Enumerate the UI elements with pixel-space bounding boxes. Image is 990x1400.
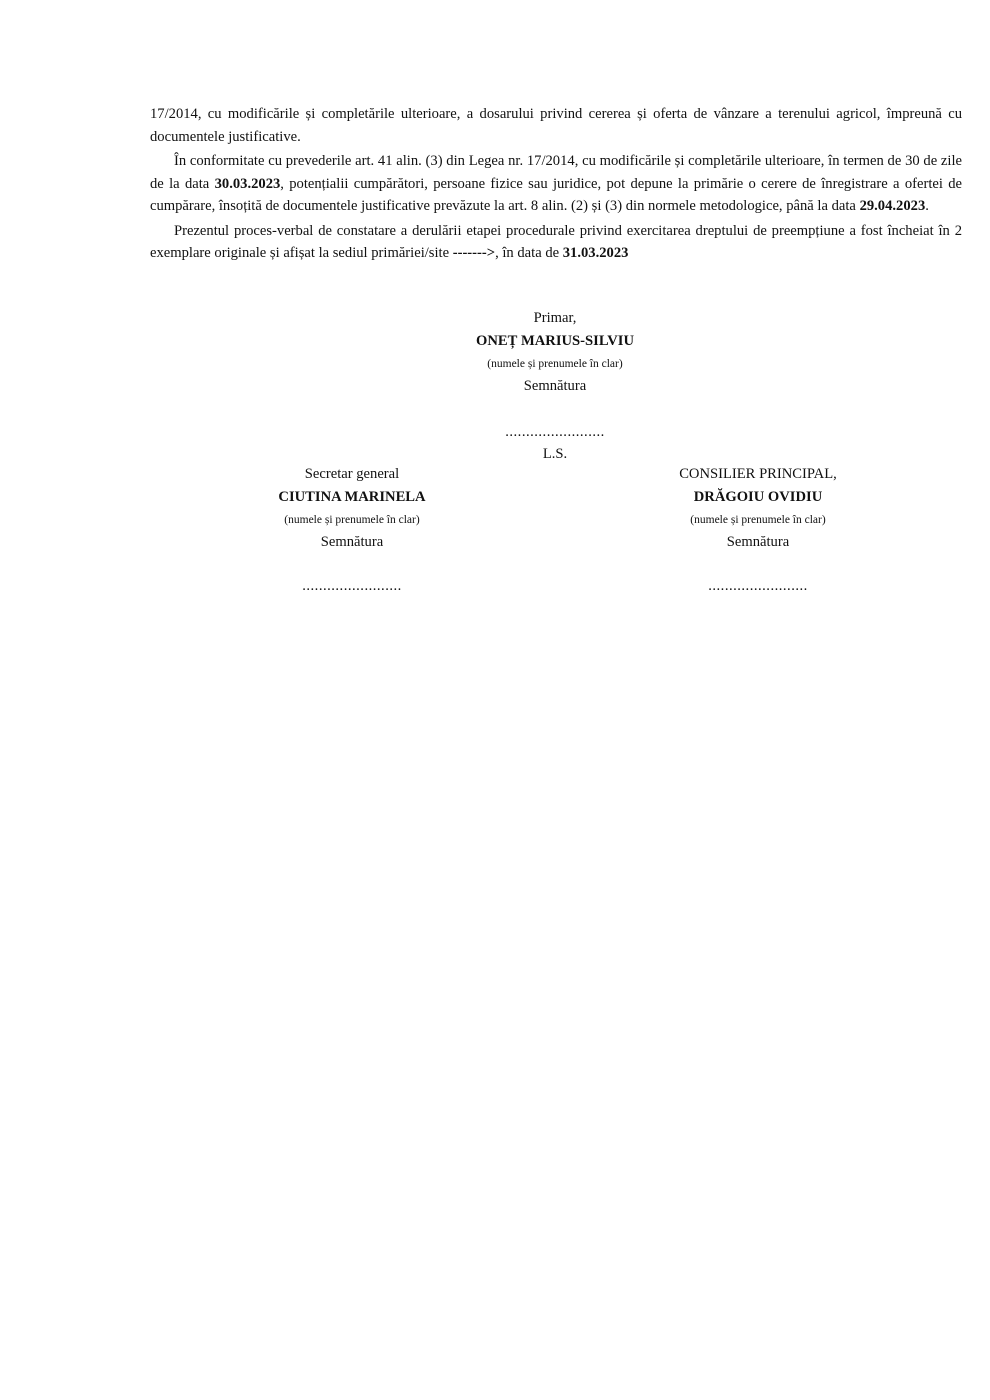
paragraph-text: Prezentul proces-verbal de constatare a derulării etapei procedurale privind exercitarea dreptului de preempțiune a fost încheiat în 2 exemplare originale și afișat la sediul primăriei/site <box>150 222 962 261</box>
paragraph-text: 17/2014, cu modificările și completările ulterioare, a dosarului privind cererea și oferta de vânzare a terenului agricol, împreună cu documentele justificative. <box>150 106 962 145</box>
date-posted: 31.03.2023 <box>562 245 629 261</box>
signature-line: ........................ <box>505 424 605 440</box>
signer-role: Secretar general <box>304 466 400 482</box>
paragraph-text: . <box>925 198 929 214</box>
paragraph-continuation <box>150 103 962 148</box>
date-start: 30.03.2023 <box>214 175 281 192</box>
signer-name-note: (numele și prenumele în clar) <box>284 514 420 526</box>
signer-name-note: (numele și prenumele în clar) <box>690 514 826 526</box>
signer-name: ONEȚ MARIUS-SILVIU <box>475 333 634 349</box>
signature-label: Semnătura <box>726 534 790 550</box>
signature-block-primar <box>430 307 680 466</box>
paragraph-conclusion <box>150 220 962 265</box>
signature-line: ........................ <box>708 578 808 594</box>
signer-name: DRĂGOIU OVIDIU <box>693 489 823 505</box>
signer-role: Primar, <box>533 310 577 326</box>
signature-label: Semnătura <box>320 534 384 550</box>
signature-line: ........................ <box>302 578 402 594</box>
seal-label: L.S. <box>542 446 568 462</box>
signature-block-secretar <box>227 463 477 596</box>
paragraph-term <box>150 150 962 218</box>
site-arrow: -------> <box>452 245 496 261</box>
signer-role: CONSILIER PRINCIPAL, <box>679 466 837 482</box>
signature-block-consilier <box>633 463 883 596</box>
document-body <box>150 103 962 267</box>
signer-name: CIUTINA MARINELA <box>278 489 426 505</box>
paragraph-text: , în data de <box>495 245 563 261</box>
signature-label: Semnătura <box>523 378 587 394</box>
paragraph-text: În conformitate cu prevederile art. 41 alin. (3) din Legea nr. 17/2014, cu modificările și completările ulterioare, în termen de 30 de zile de la data <box>150 153 962 192</box>
signer-name-note: (numele și prenumele în clar) <box>487 358 623 370</box>
paragraph-text: , potențialii cumpărători, persoane fizice sau juridice, pot depune la primărie o cerere de înregistrare a ofertei de cumpărare, însoțită de documentele justificative prevăzute la art. 8 alin. (2) și (3) din normele metodologice, până la data <box>150 175 963 214</box>
date-deadline: 29.04.2023 <box>859 198 926 214</box>
